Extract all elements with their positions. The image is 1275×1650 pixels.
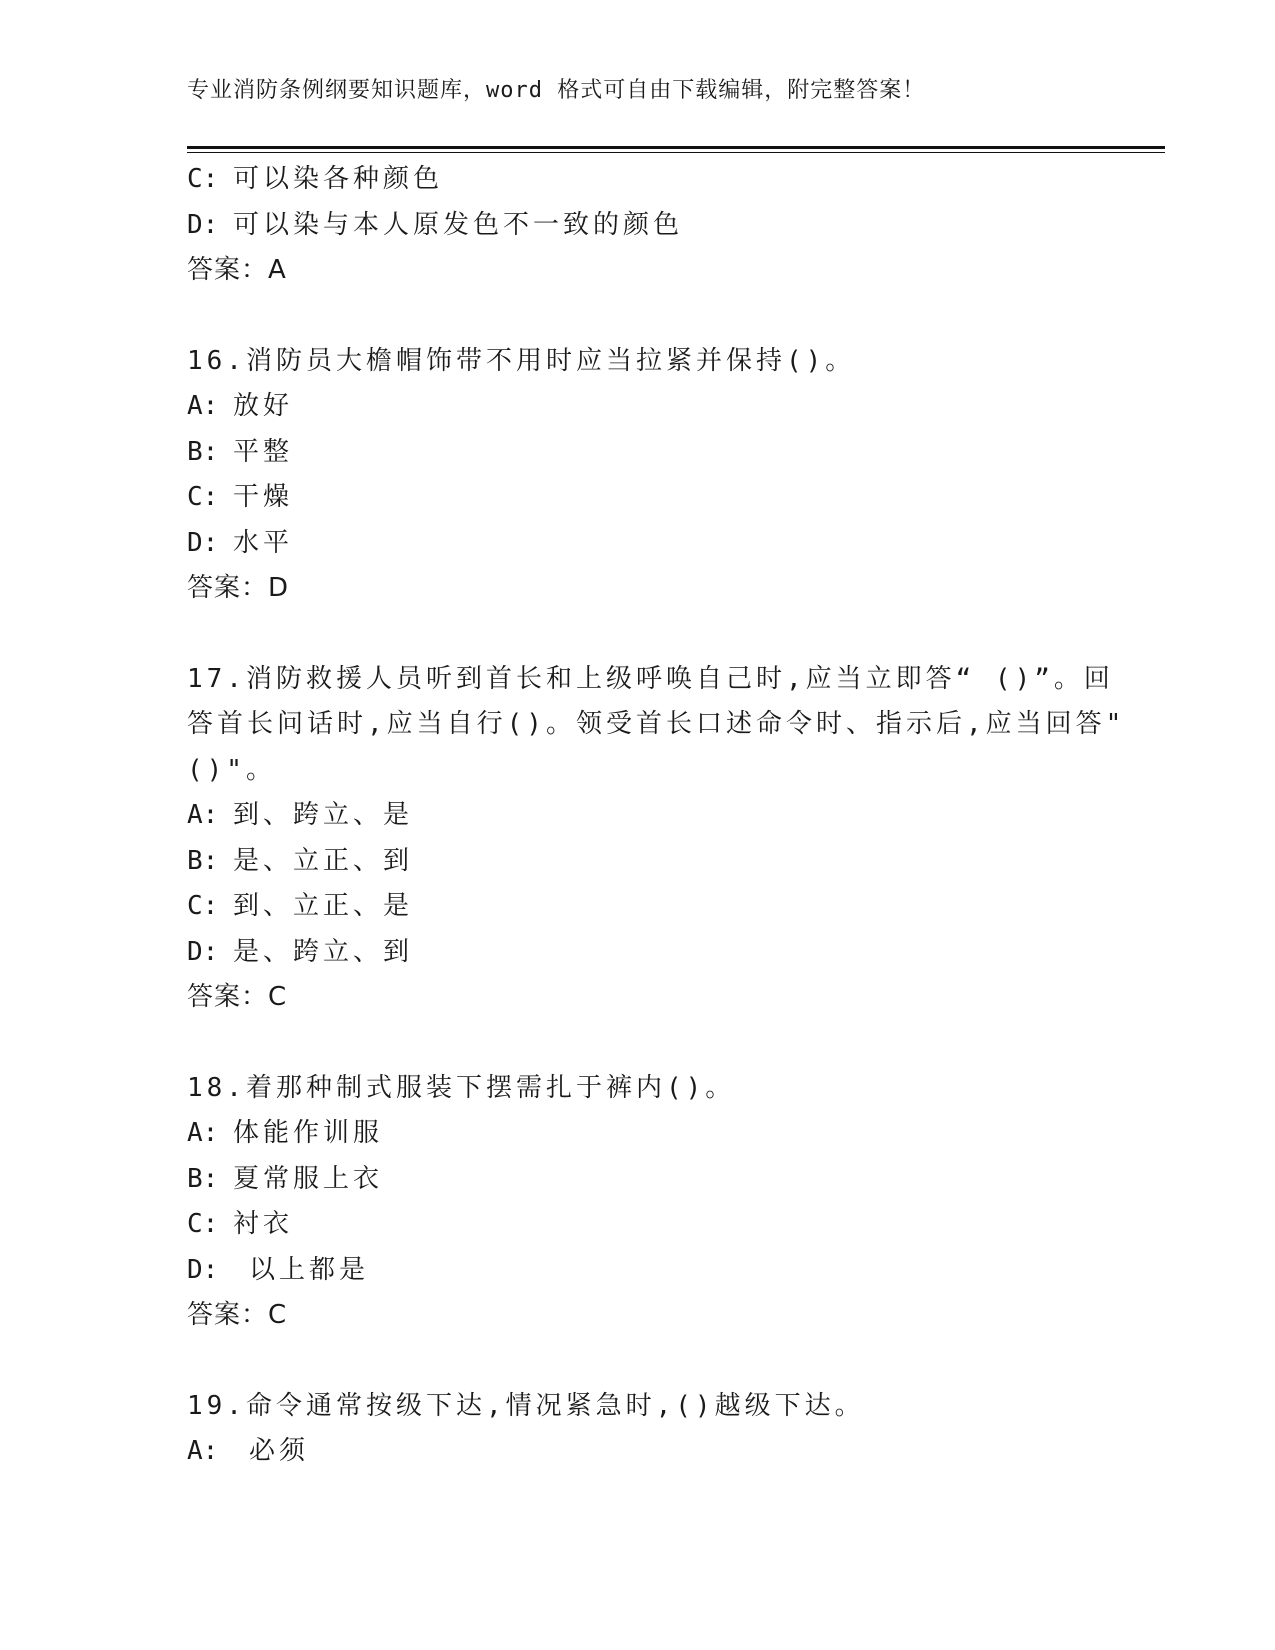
question-18-option-d: D: 以上都是 bbox=[187, 1254, 370, 1285]
spacer bbox=[187, 1021, 1087, 1066]
question-17-stem-line-1: 17.消防救援人员听到首长和上级呼唤自己时,应当立即答“ ()”。回 bbox=[187, 663, 1114, 694]
question-16-option-d: D: 水平 bbox=[187, 527, 294, 558]
question-19-option-a: A: 必须 bbox=[187, 1436, 310, 1466]
question-18-stem: 18.着那种制式服装下摆需扎于裤内()。 bbox=[187, 1072, 736, 1103]
answer-line: 答案：A bbox=[187, 255, 287, 285]
spacer bbox=[187, 294, 1087, 339]
question-17-option-c: C: 到、立正、是 bbox=[187, 891, 414, 921]
question-18-option-c: C: 衬衣 bbox=[187, 1209, 294, 1239]
question-16-answer: 答案：D bbox=[187, 573, 290, 603]
option-d: D: 可以染与本人原发色不一致的颜色 bbox=[187, 209, 684, 240]
header-rule-thick bbox=[187, 146, 1165, 149]
question-16-option-a: A: 放好 bbox=[187, 391, 294, 421]
option-c: C: 可以染各种颜色 bbox=[187, 164, 444, 194]
question-16-stem: 16.消防员大檐帽饰带不用时应当拉紧并保持()。 bbox=[187, 345, 856, 376]
question-17-option-d: D: 是、跨立、到 bbox=[187, 936, 414, 967]
spacer bbox=[187, 1339, 1087, 1384]
question-17-option-b: B: 是、立正、到 bbox=[187, 845, 414, 876]
spacer bbox=[187, 612, 1087, 657]
question-17-answer: 答案：C bbox=[187, 982, 288, 1012]
question-17-stem-line-3: ()"。 bbox=[187, 754, 276, 785]
document-header: 专业消防条例纲要知识题库，word 格式可自由下载编辑，附完整答案！ bbox=[187, 78, 926, 103]
question-16-option-b: B: 平整 bbox=[187, 436, 294, 467]
question-18-answer: 答案：C bbox=[187, 1300, 288, 1330]
question-19-stem: 19.命令通常按级下达,情况紧急时,()越级下达。 bbox=[187, 1390, 865, 1421]
question-16-option-c: C: 干燥 bbox=[187, 482, 294, 512]
question-content bbox=[187, 157, 1126, 1475]
question-18-option-b: B: 夏常服上衣 bbox=[187, 1163, 384, 1194]
question-17-option-a: A: 到、跨立、是 bbox=[187, 800, 414, 830]
question-18-option-a: A: 体能作训服 bbox=[187, 1118, 384, 1148]
question-17-stem-line-2: 答首长问话时,应当自行()。领受首长口述命令时、指示后,应当回答" bbox=[187, 709, 1126, 739]
header-rule-thin bbox=[187, 152, 1165, 153]
